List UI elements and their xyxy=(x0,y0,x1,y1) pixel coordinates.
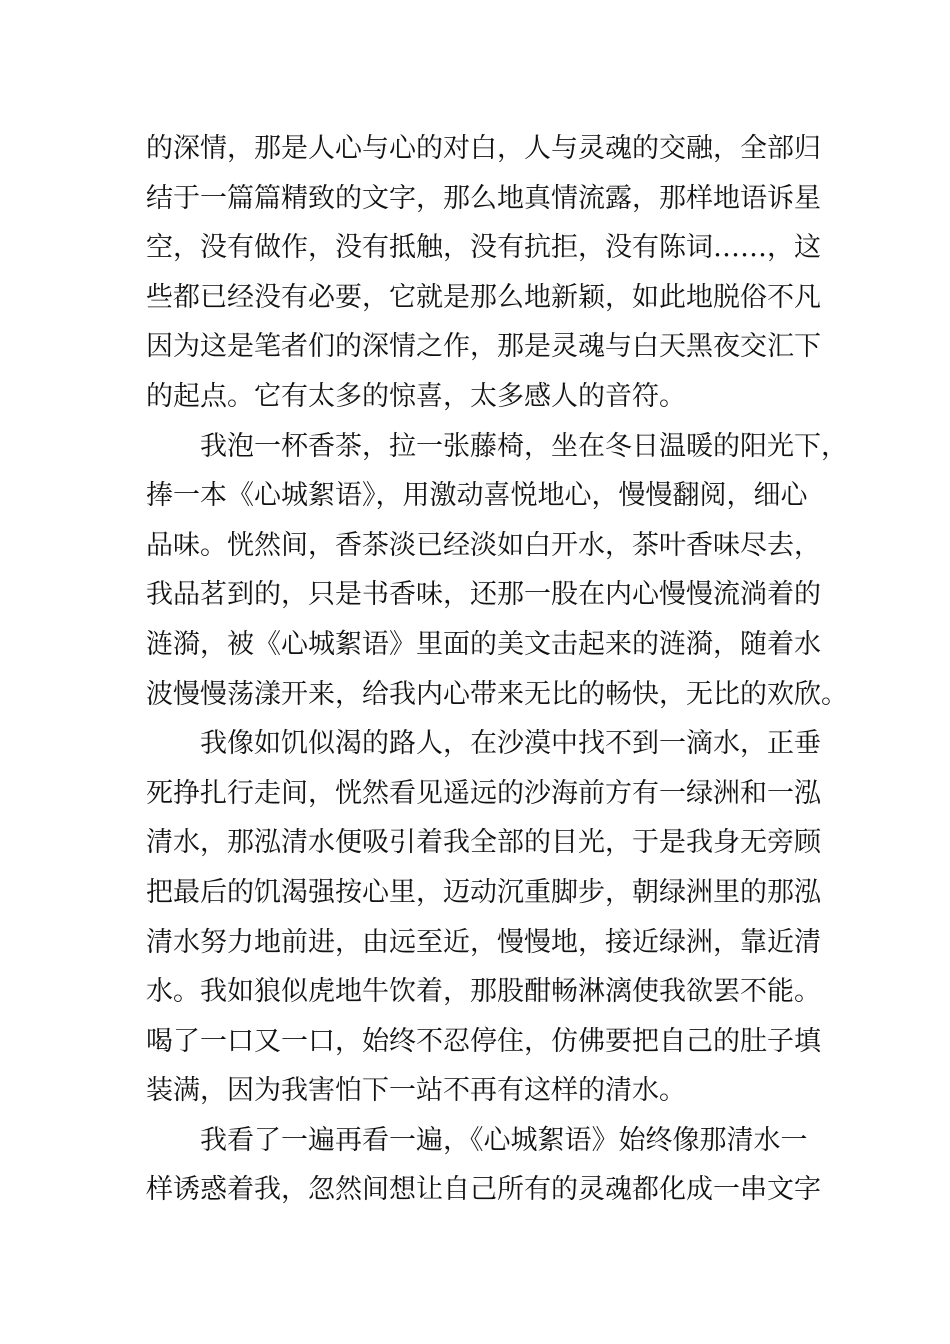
document-body xyxy=(146,124,848,1215)
text-line: 样诱惑着我，忽然间想让自己所有的灵魂都化成一串文字 xyxy=(146,1174,821,1206)
text-line: 清水努力地前进，由远至近，慢慢地，接近绿洲，靠近清 xyxy=(146,926,821,958)
text-line: 波慢慢荡漾开来，给我内心带来无比的畅快，无比的欢欣。 xyxy=(146,678,848,710)
text-line: 我像如饥似渴的路人，在沙漠中找不到一滴水，正垂 xyxy=(200,728,821,760)
paragraph-1 xyxy=(146,124,826,422)
paragraph-3 xyxy=(146,719,826,1116)
text-line: 因为这是笔者们的深情之作，那是灵魂与白天黑夜交汇下 xyxy=(146,331,821,363)
text-line: 水。我如狼似虎地牛饮着，那股酣畅淋漓使我欲罢不能。 xyxy=(146,976,821,1008)
text-line: 些都已经没有必要，它就是那么地新颖，如此地脱俗不凡 xyxy=(146,281,821,313)
text-line: 我看了一遍再看一遍，《心城絮语》始终像那清水一 xyxy=(200,1124,808,1156)
text-line: 装满，因为我害怕下一站不再有这样的清水。 xyxy=(146,1075,686,1107)
text-line: 清水，那泓清水便吸引着我全部的目光，于是我身无旁顾 xyxy=(146,827,821,859)
text-line: 把最后的饥渴强按心里，迈动沉重脚步，朝绿洲里的那泓 xyxy=(146,876,821,908)
text-line: 我泡一杯香茶，拉一张藤椅，坐在冬日温暖的阳光下， xyxy=(200,430,848,462)
paragraph-4 xyxy=(146,1116,826,1215)
text-line: 涟漪，被《心城絮语》里面的美文击起来的涟漪，随着水 xyxy=(146,628,821,660)
text-line: 捧一本《心城絮语》，用激动喜悦地心，慢慢翻阅，细心 xyxy=(146,480,808,512)
text-line: 结于一篇篇精致的文字，那么地真情流露，那样地语诉星 xyxy=(146,182,821,214)
text-line: 的起点。它有太多的惊喜，太多感人的音符。 xyxy=(146,380,686,412)
text-line: 品味。恍然间，香茶淡已经淡如白开水，茶叶香味尽去， xyxy=(146,529,821,561)
text-line: 空，没有做作，没有抵触，没有抗拒，没有陈词……，这 xyxy=(146,232,821,264)
text-line: 我品茗到的，只是书香味，还那一股在内心慢慢流淌着的 xyxy=(146,579,821,611)
paragraph-2 xyxy=(146,422,848,720)
text-line: 的深情，那是人心与心的对白，人与灵魂的交融，全部归 xyxy=(146,133,821,164)
text-line: 喝了一口又一口，始终不忍停住，仿佛要把自己的肚子填 xyxy=(146,1025,821,1057)
text-line: 死挣扎行走间，恍然看见遥远的沙海前方有一绿洲和一泓 xyxy=(146,777,821,809)
